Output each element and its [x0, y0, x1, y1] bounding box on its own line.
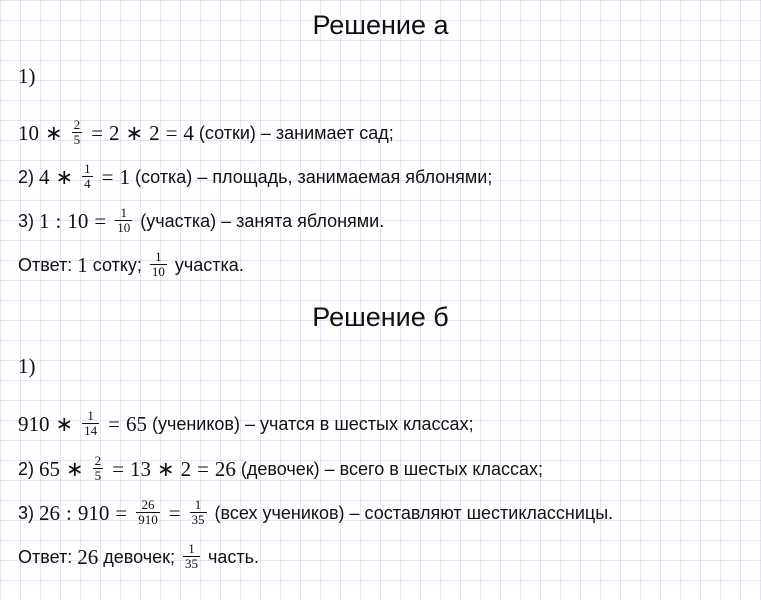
description: (участка) – занята яблонями. — [140, 210, 385, 231]
description: (сотка) – площадь, занимаемая яблонями; — [134, 166, 493, 187]
description: (девочек) – всего в шестых классах; — [240, 458, 544, 479]
line-a-2: 2) 4 ∗ $\frac{1}{4}$ = 1 (сотка) – площадь, занимаемая яблонями; — [18, 161, 493, 191]
fraction: $\frac{1}{14}$ — [84, 408, 98, 438]
fraction: $\frac{26}{910}$ — [138, 497, 158, 527]
step-1-label-b: 1) — [18, 354, 36, 378]
line-a-1: 10 ∗ $\frac{2}{5}$ = 2 ∗ 2 = 4 (сотки) – занимает сад; — [18, 117, 394, 147]
fraction: $\frac{2}{5}$ — [94, 453, 102, 483]
heading-part-b: Решение б — [312, 302, 449, 332]
line-a-3: 3) 1 : 10 = $\frac{1}{10}$ (участка) – занята яблонями. — [18, 205, 385, 235]
answer-a: Ответ: 1 сотку; $\frac{1}{10}$ участка. — [18, 249, 244, 279]
fraction: $\frac{1}{35}$ — [191, 497, 205, 527]
answer-b: Ответ: 26 девочек; $\frac{1}{35}$ часть. — [18, 541, 260, 571]
line-b-1: 910 ∗ $\frac{1}{14}$ = 65 (учеников) – учатся в шестых классах; — [18, 408, 474, 438]
fraction: $\frac{1}{10}$ — [117, 205, 131, 235]
step-1-label-a: 1) — [18, 64, 36, 88]
eq-sign: = — [91, 120, 103, 145]
fraction: $\frac{1}{10}$ — [151, 249, 165, 279]
description: (сотки) – занимает сад; — [198, 122, 394, 143]
line-b-3: 3) 26 : 910 = $\frac{26}{910}$ = $\frac{1}{35}$ (всех учеников) – составляют шестиклассницы. — [18, 497, 614, 527]
description: (всех учеников) – составляют шестиклассницы. — [214, 502, 614, 523]
mul-sign: ∗ — [45, 120, 63, 145]
fraction: $\frac{2}{5}$ — [73, 117, 81, 147]
num: 10 — [18, 120, 39, 145]
fraction: $\frac{1}{4}$ — [84, 161, 91, 191]
line-b-2: 2) 65 ∗ $\frac{2}{5}$ = 13 ∗ 2 = 26 (девочек) – всего в шестых классах; — [18, 453, 544, 483]
description: (учеников) – учатся в шестых классах; — [151, 413, 474, 434]
fraction: $\frac{1}{35}$ — [185, 541, 199, 571]
heading-part-a: Решение а — [312, 10, 449, 40]
